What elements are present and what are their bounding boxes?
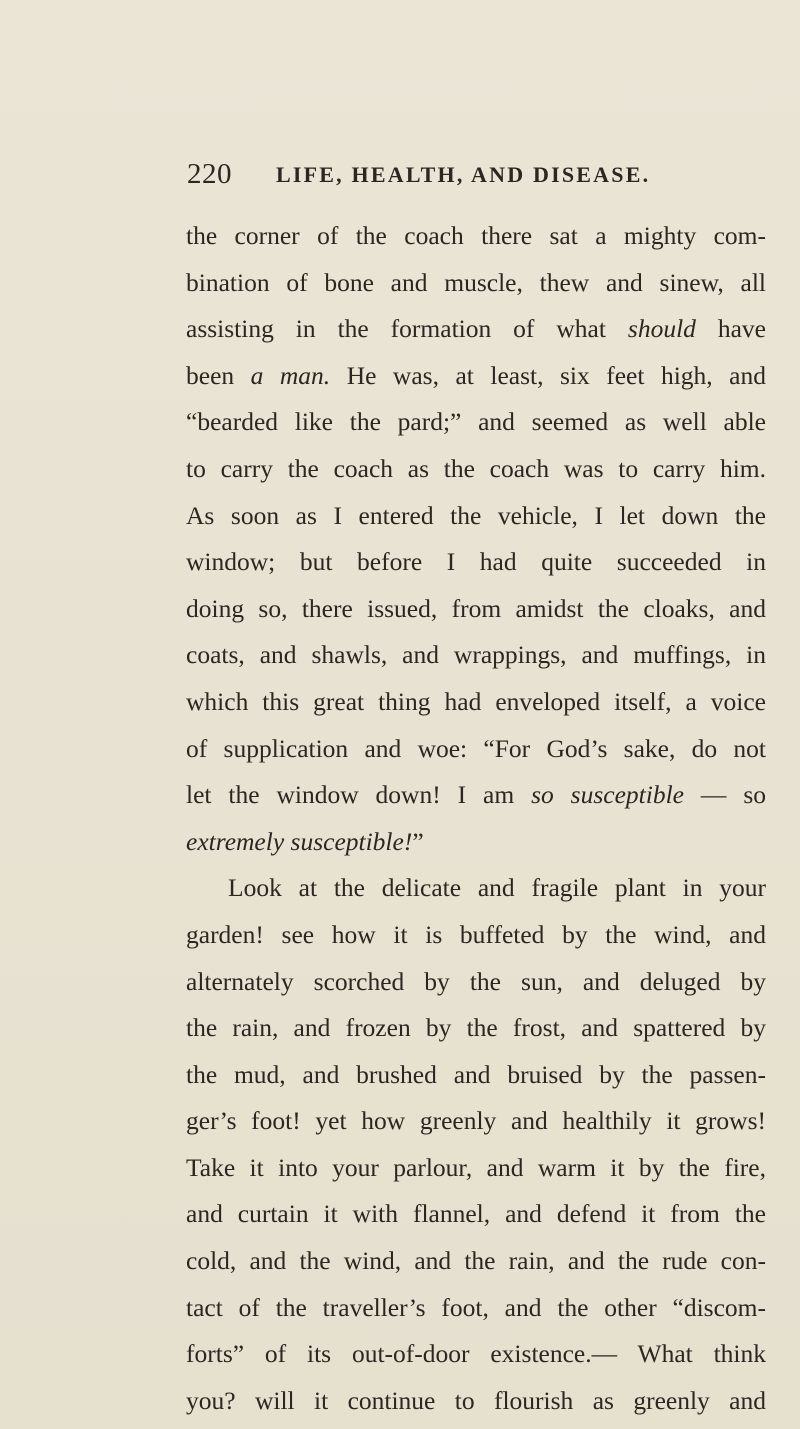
text-segment: “bearded like the pard;” and seemed as well able xyxy=(186,407,766,437)
italic-text: extremely susceptible! xyxy=(186,826,413,856)
text-line xyxy=(186,1378,766,1425)
text-segment: you? will it continue to flourish as greenly and xyxy=(186,1385,766,1415)
text-segment: been xyxy=(186,360,251,390)
text-line xyxy=(186,399,766,446)
text-line xyxy=(186,586,766,633)
text-segment: the rain, and frozen by the frost, and spattered by xyxy=(186,1013,766,1043)
text-line xyxy=(186,865,766,912)
page-number: 220 xyxy=(187,158,232,190)
text-line xyxy=(186,1285,766,1332)
text-line xyxy=(186,1331,766,1378)
text-segment: He was, at least, six feet high, and xyxy=(330,360,766,390)
italic-text: a man. xyxy=(250,360,331,390)
text-line xyxy=(186,679,766,726)
text-line xyxy=(186,772,766,819)
text-line xyxy=(186,819,766,866)
text-segment: the mud, and brushed and bruised by the passen- xyxy=(186,1059,766,1089)
text-line xyxy=(186,632,766,679)
text-line xyxy=(186,1098,766,1145)
text-line xyxy=(186,1145,766,1192)
text-segment: have xyxy=(695,314,766,344)
text-segment: tact of the traveller’s foot, and the other “discom- xyxy=(186,1292,766,1322)
text-line xyxy=(186,1052,766,1099)
text-line xyxy=(186,260,766,307)
text-segment: which this great thing had enveloped itself, a voice xyxy=(186,686,766,716)
text-line xyxy=(186,726,766,773)
text-segment: let the window down! I am xyxy=(186,780,532,810)
running-head: LIFE, HEALTH, AND DISEASE. xyxy=(276,162,651,187)
text-line xyxy=(186,1238,766,1285)
text-segment: of supplication and woe: “For God’s sake, do not xyxy=(186,733,766,763)
text-segment: doing so, there issued, from amidst the cloaks, and xyxy=(186,593,766,623)
text-line xyxy=(186,912,766,959)
text-segment: window; but before I had quite succeeded in xyxy=(186,547,766,577)
text-segment: forts” of its out-of-door existence.— What think xyxy=(186,1339,766,1369)
text-line xyxy=(186,1191,766,1238)
text-line xyxy=(186,1005,766,1052)
text-segment: ” xyxy=(412,826,424,856)
text-line xyxy=(186,306,766,353)
text-segment: to carry the coach as the coach was to carry him. xyxy=(186,453,766,483)
text-segment: the corner of the coach there sat a mighty com- xyxy=(186,221,766,250)
italic-text: so susceptible xyxy=(531,780,684,810)
italic-text: should xyxy=(627,314,696,344)
text-segment: alternately scorched by the sun, and deluged by xyxy=(186,966,766,996)
text-segment: coats, and shawls, and wrappings, and muffings, in xyxy=(186,640,766,670)
text-segment: assisting in the formation of what xyxy=(186,314,628,344)
text-segment: bination of bone and muscle, thew and sinew, all xyxy=(186,267,766,297)
text-segment: cold, and the wind, and the rain, and the rude con- xyxy=(186,1246,766,1276)
text-segment: Take it into your parlour, and warm it by the fire, xyxy=(186,1152,766,1182)
text-segment: garden! see how it is buffeted by the wind, and xyxy=(186,919,766,949)
text-segment: and curtain it with flannel, and defend it from the xyxy=(186,1199,766,1229)
text-segment: — so xyxy=(684,780,766,810)
text-line xyxy=(186,493,766,540)
text-segment: Look at the delicate and fragile plant in your xyxy=(228,873,766,903)
text-line xyxy=(186,213,766,260)
text-segment: As soon as I entered the vehicle, I let down the xyxy=(186,500,766,530)
text-line xyxy=(186,446,766,493)
text-line xyxy=(186,353,766,400)
text-line xyxy=(186,959,766,1006)
text-segment: ger’s foot! yet how greenly and healthily it grows! xyxy=(186,1106,766,1136)
text-line xyxy=(186,539,766,586)
body-text xyxy=(186,213,766,1424)
